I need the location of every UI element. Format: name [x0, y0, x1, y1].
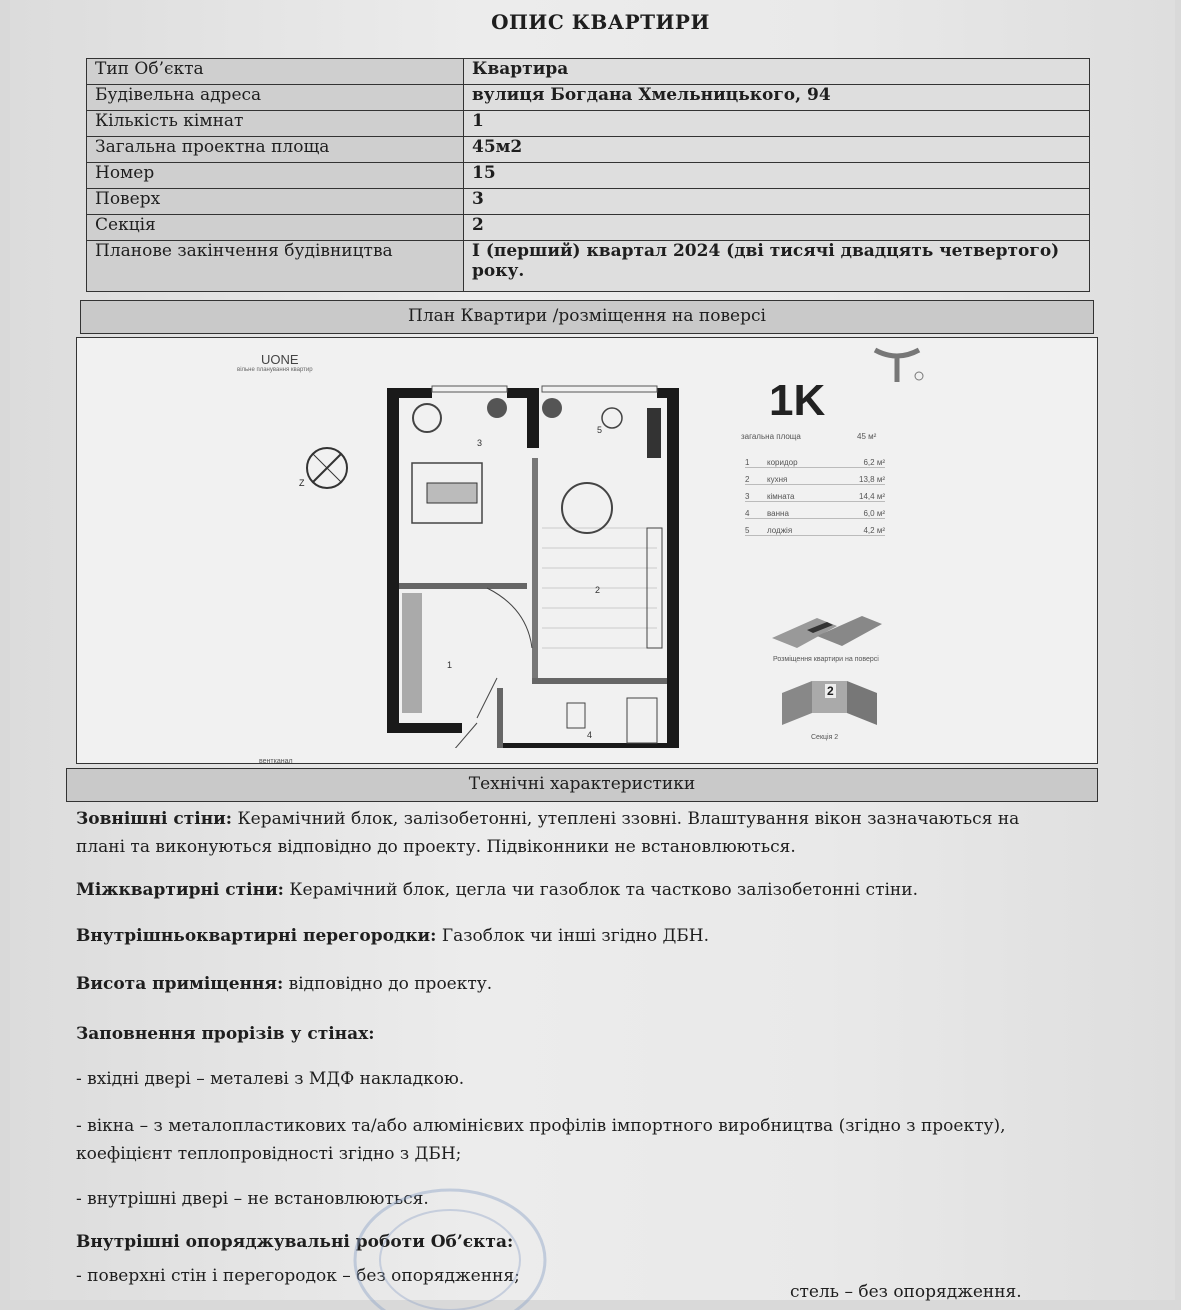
info-table	[86, 58, 1090, 292]
compass-label: Z	[299, 478, 305, 488]
room-list-item: 5 лоджія 4,2 м²	[745, 526, 885, 535]
row-label: Номер	[87, 163, 464, 189]
row-value: 1	[464, 111, 1090, 137]
vent-footnote: вентканал	[259, 758, 293, 765]
paragraph-ceiling-height: Висота приміщення: відповідно до проекту.	[76, 974, 493, 994]
room-number: 1	[447, 660, 453, 670]
row-label: Планове закінчення будівництва	[87, 241, 464, 292]
room-list-item: 4 ванна 6,0 м²	[745, 509, 885, 518]
table-row	[87, 189, 1090, 215]
row-value: Квартира	[464, 59, 1090, 85]
row-value: 15	[464, 163, 1090, 189]
room-number: 4	[587, 730, 593, 740]
apartment-floor-plan	[367, 378, 697, 748]
floor-plan-panel	[76, 337, 1098, 764]
brand-logo-text: UONE	[261, 352, 299, 367]
stamp-icon	[340, 1170, 560, 1310]
finishing-line-partial: стель – без опорядження.	[790, 1282, 1022, 1302]
row-value	[464, 241, 1090, 292]
row-label: Секція	[87, 215, 464, 241]
table-row	[87, 111, 1090, 137]
table-row	[87, 85, 1090, 111]
row-label: Поверх	[87, 189, 464, 215]
row-value: вулиця Богдана Хмельницького, 94	[464, 85, 1090, 111]
paragraph-internal-partitions: Внутрішньоквартирні перегородки: Газоблок чи інші згідно ДБН.	[76, 926, 710, 946]
compass-icon	[297, 438, 357, 498]
room-number: 3	[477, 438, 483, 448]
section-block-diagram	[777, 673, 887, 733]
row-value: 3	[464, 189, 1090, 215]
table-row	[87, 59, 1090, 85]
paragraph-openings: Заповнення прорізів у стінах:	[76, 1024, 375, 1044]
row-label: Тип Об’єкта	[87, 59, 464, 85]
table-row	[87, 137, 1090, 163]
section-badge: 2	[827, 684, 834, 698]
table-row	[87, 215, 1090, 241]
paragraph-interapartment-walls: Міжквартирні стіни: Керамічний блок, цегла чи газоблок та частково залізобетонні стіни.	[76, 880, 918, 900]
list-item-entrance-door: - вхідні двері – металеві з МДФ накладкою.	[76, 1069, 465, 1089]
row-label: Загальна проектна площа	[87, 137, 464, 163]
document-page	[10, 0, 1175, 1300]
row-value-line: року.	[472, 261, 525, 281]
table-row	[87, 241, 1090, 292]
list-item-internal-doors: - внутрішні двері – не встановлюються.	[76, 1189, 429, 1209]
finishing-heading: Внутрішні опоряджувальні роботи Об’єкта:	[76, 1232, 514, 1252]
row-value-line: I (перший) квартал 2024 (дві тисячі двадцять четвертого)	[472, 241, 1060, 261]
tech-section-header: Технічні характеристики	[66, 768, 1098, 802]
developer-logo-icon	[867, 344, 927, 384]
total-area-label: загальна площа	[741, 432, 801, 441]
document-title: ОПИС КВАРТИРИ	[491, 10, 710, 34]
row-label: Будівельна адреса	[87, 85, 464, 111]
room-list-item: 1 коридор 6,2 м²	[745, 458, 885, 467]
section-caption: Секція 2	[811, 734, 839, 741]
room-number: 2	[595, 585, 601, 595]
room-list-item: 2 кухня 13,8 м²	[745, 475, 885, 484]
plan-section-header: План Квартири /розміщення на поверсі	[80, 300, 1094, 334]
room-list-item: 3 кімната 14,4 м²	[745, 492, 885, 501]
total-area-value: 45 м²	[857, 432, 877, 441]
floor-location-map	[767, 608, 887, 658]
apartment-type-title: 1K	[769, 376, 826, 425]
row-value: 45м2	[464, 137, 1090, 163]
row-value: 2	[464, 215, 1090, 241]
finishing-line: - поверхні стін і перегородок – без опорядження;	[76, 1266, 520, 1286]
paragraph-external-walls: Зовнішні стіни: Керамічний блок, залізобетонні, утеплені ззовні. Влаштування вікон зазначаються на плані та виконуються відповідно до проекту. Підвіконники не встановлюються.	[76, 809, 1020, 857]
row-label: Кількість кімнат	[87, 111, 464, 137]
table-row	[87, 163, 1090, 189]
location-caption: Розміщення квартири на поверсі	[773, 656, 879, 663]
brand-subtitle: вільне планування квартир	[237, 367, 313, 373]
room-number: 5	[597, 425, 603, 435]
list-item-windows: - вікна – з металопластикових та/або алюмінієвих профілів імпортного виробництва (згідно з проекту), коефіцієнт теплопровідності згідно з ДБН;	[76, 1116, 1006, 1164]
